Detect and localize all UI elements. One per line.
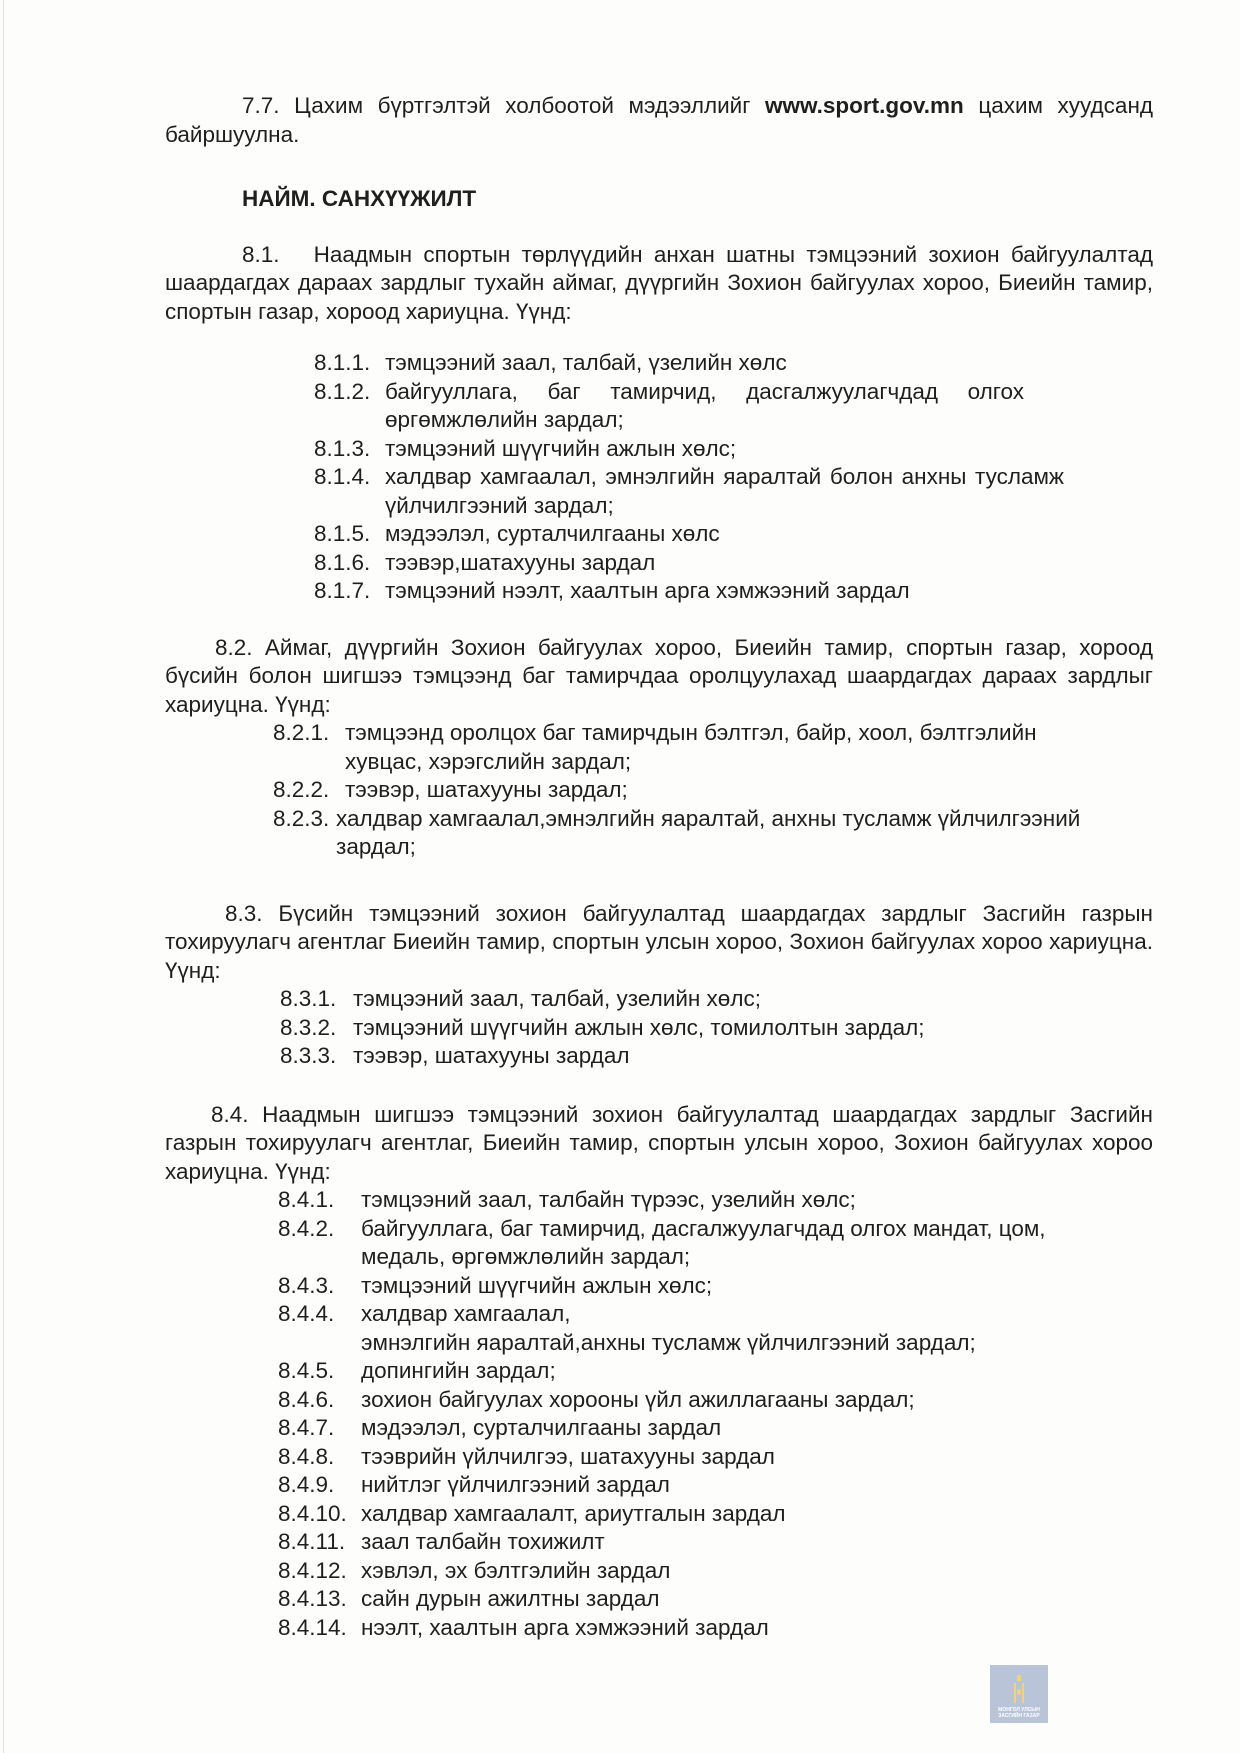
item-text: нээлт, хаалтын арга хэмжээний зардал — [361, 1614, 769, 1640]
item-text: тэмцээний шүүгчийн ажлын хөлс; — [385, 435, 737, 461]
item-number: 8.4.5. — [278, 1358, 335, 1383]
item-text: халдвар хамгаалал,эмнэлгийн яаралтай, анхны тусламж үйлчилгээний зардал; — [336, 805, 1081, 859]
item-number: 8.4.14. — [278, 1614, 347, 1640]
list-item — [278, 1414, 1098, 1443]
item-text-block — [361, 1300, 1098, 1357]
item-number: 8.1.4. — [314, 464, 371, 489]
list-item — [278, 1300, 1098, 1357]
section-text: цахим хуудсанд байршуулна. — [165, 93, 1153, 147]
item-text: тэмцээний заал, талбай, узелийн хөлс; — [353, 986, 761, 1011]
section-text: Наадмын спортын төрлүүдийн анхан шатны тэмцээний зохион байгуулалтад шаардагдах дараах зардлыг тухайн аймаг, дүүргийн Зохион байгуулах хороо, Биеийн тамир, спортын газар, хороод хариуцна. Үүнд: — [165, 241, 1153, 324]
list-8-1 — [314, 349, 1074, 606]
stamp-line-1: МОНГОЛ УЛСЫН — [998, 1707, 1040, 1713]
item-text: байгууллага, баг тамирчид, дасгалжуулагчдад олгох өргөмжлөлийн зардал; — [385, 378, 1024, 432]
item-text: халдвар хамгаалал, эмнэлгийн яаралтай болон анхны тусламж үйлчилгээний зардал; — [385, 464, 1064, 518]
list-item — [314, 349, 1074, 378]
list-item — [278, 1614, 1098, 1643]
list-item — [273, 776, 1163, 805]
list-item — [273, 805, 1163, 862]
section-text: Наадмын шигшээ тэмцээний зохион байгуулалтад шаардагдах зардлыг Засгийн газрын тохируулагч агентлаг, Биеийн тамир, спортын улсын хороо, Зохион байгуулах хороо хариуцна. Үүнд: — [165, 1101, 1153, 1184]
item-text: мэдээлэл, сурталчилгааны зардал — [361, 1415, 722, 1440]
item-number: 8.1.5. — [314, 521, 371, 546]
item-text: тээврийн үйлчилгээ, шатахууны зардал — [361, 1443, 775, 1469]
list-item — [278, 1471, 1098, 1500]
list-item — [314, 577, 1074, 606]
item-number: 8.4.10. — [278, 1500, 347, 1526]
item-number: 8.2.3. — [273, 805, 330, 831]
list-item — [280, 1042, 1080, 1071]
item-number: 8.1.6. — [314, 549, 371, 575]
item-number: 8.4.6. — [278, 1386, 335, 1412]
document-page — [165, 92, 1153, 1642]
list-item — [278, 1357, 1098, 1386]
list-item — [278, 1585, 1098, 1614]
item-number: 8.4.11. — [278, 1529, 346, 1554]
list-item — [278, 1272, 1098, 1301]
section-number: 8.3. — [225, 900, 263, 926]
item-text: тэмцээний заал, талбай, үзелийн хөлс — [385, 350, 787, 375]
item-text: тээвэр,шатахууны зардал — [385, 549, 656, 575]
section-8-1 — [165, 241, 1153, 327]
section-number: 8.2. — [215, 634, 253, 660]
item-text: тээвэр, шатахууны зардал; — [345, 777, 628, 802]
item-number: 8.3.1. — [280, 986, 337, 1011]
list-item — [314, 463, 1074, 520]
scan-edge-line — [3, 0, 4, 1753]
item-number: 8.4.13. — [278, 1586, 347, 1611]
item-text: хэвлэл, эх бэлтгэлийн зардал — [361, 1557, 671, 1583]
item-number: 8.3.2. — [280, 1014, 337, 1040]
item-number: 8.3.3. — [280, 1043, 337, 1068]
website-link[interactable]: www.sport.gov.mn — [764, 93, 964, 118]
list-item — [278, 1443, 1098, 1472]
section-8-2 — [165, 634, 1153, 720]
list-item — [278, 1386, 1098, 1415]
list-item — [278, 1557, 1098, 1586]
item-number: 8.4.4. — [278, 1301, 335, 1326]
item-text: тэмцээний заал, талбайн түрээс, узелийн хөлс; — [361, 1187, 856, 1212]
list-8-2 — [273, 719, 1163, 862]
stamp-line-2: ЗАСГИЙН ГАЗАР — [998, 1713, 1040, 1719]
item-text: тээвэр, шатахууны зардал — [353, 1043, 630, 1068]
item-number: 8.2.2. — [273, 777, 330, 802]
item-number: 8.4.1. — [278, 1187, 335, 1212]
item-text: тэмцээний шүүгчийн ажлын хөлс; — [361, 1272, 713, 1298]
item-number: 8.4.9. — [278, 1472, 335, 1497]
list-item — [314, 378, 1074, 435]
section-number: 8.1. — [242, 241, 280, 267]
item-number: 8.2.1. — [273, 720, 330, 745]
section-text: Аймаг, дүүргийн Зохион байгуулах хороо, Биеийн тамир, спортын газар, хороод бүсийн болон шигшээ тэмцээнд баг тамирчдаа оролцуулахад шаардагдах дараах зардлыг хариуцна. Үүнд: — [165, 634, 1153, 717]
item-text: тэмцээнд оролцох баг тамирчдын бэлтгэл, байр, хоол, бэлтгэлийн хувцас, хэрэгслийн зардал; — [345, 720, 1037, 774]
section-text: Бүсийн тэмцээний зохион байгуулалтад шаардагдах зардлыг Засгийн газрын тохируулагч агентлаг Биеийн тамир, спортын улсын хороо, Зохион байгуулах хороо хариуцна. Үүнд: — [165, 900, 1153, 983]
item-number: 8.4.7. — [278, 1415, 335, 1440]
government-stamp — [990, 1665, 1048, 1723]
item-number: 8.4.3. — [278, 1272, 335, 1298]
list-item — [278, 1500, 1098, 1529]
list-item — [280, 985, 1080, 1014]
section-7-7 — [165, 92, 1153, 149]
item-text: сайн дурын ажилтны зардал — [361, 1586, 660, 1611]
section-text: Цахим бүртгэлтэй холбоотой мэдээллийг — [294, 93, 751, 118]
section-number: 8.4. — [211, 1101, 249, 1127]
item-text: халдвар хамгаалалт, ариутгалын зардал — [361, 1500, 786, 1526]
section-8-4 — [165, 1101, 1153, 1187]
item-number: 8.1.1. — [314, 350, 371, 375]
list-item — [273, 719, 1163, 776]
item-text: допингийн зардал; — [361, 1358, 556, 1383]
item-number: 8.1.3. — [314, 435, 371, 461]
item-text: байгууллага, баг тамирчид, дасгалжуулагчдад олгох мандат, цом, медаль, өргөмжлөлийн зардал; — [361, 1215, 1046, 1269]
item-text: заал талбайн тохижилт — [361, 1529, 605, 1554]
list-item — [280, 1014, 1080, 1043]
item-text: тэмцээний нээлт, хаалтын арга хэмжээний зардал — [385, 578, 910, 603]
list-item — [314, 520, 1074, 549]
item-text-continuation: эмнэлгийн яаралтай,анхны тусламж үйлчилгээний зардал; — [361, 1329, 976, 1355]
stamp-text — [998, 1707, 1040, 1719]
item-number: 8.4.8. — [278, 1443, 335, 1469]
soyombo-emblem-icon — [1014, 1675, 1024, 1703]
list-item — [278, 1186, 1098, 1215]
item-number: 8.1.2. — [314, 378, 371, 404]
item-text: мэдээлэл, сурталчилгааны хөлс — [385, 521, 720, 546]
item-number: 8.4.2. — [278, 1215, 335, 1241]
item-text: халдвар хамгаалал, — [361, 1301, 571, 1326]
item-text: тэмцээний шүүгчийн ажлын хөлс, томилолтын зардал; — [353, 1014, 925, 1040]
list-8-4 — [278, 1186, 1098, 1642]
item-text: зохион байгуулах хорооны үйл ажиллагааны зардал; — [361, 1386, 915, 1412]
section-number: 7.7. — [242, 93, 280, 118]
list-item — [314, 549, 1074, 578]
list-8-3 — [280, 985, 1080, 1071]
list-item — [314, 435, 1074, 464]
list-item — [278, 1528, 1098, 1557]
item-number: 8.4.12. — [278, 1557, 347, 1583]
list-item — [278, 1215, 1098, 1272]
item-text: нийтлэг үйлчилгээний зардал — [361, 1472, 670, 1497]
item-number: 8.1.7. — [314, 578, 371, 603]
section-8-3 — [165, 900, 1153, 986]
chapter-heading: НАЙМ. САНХҮҮЖИЛТ — [242, 186, 477, 211]
